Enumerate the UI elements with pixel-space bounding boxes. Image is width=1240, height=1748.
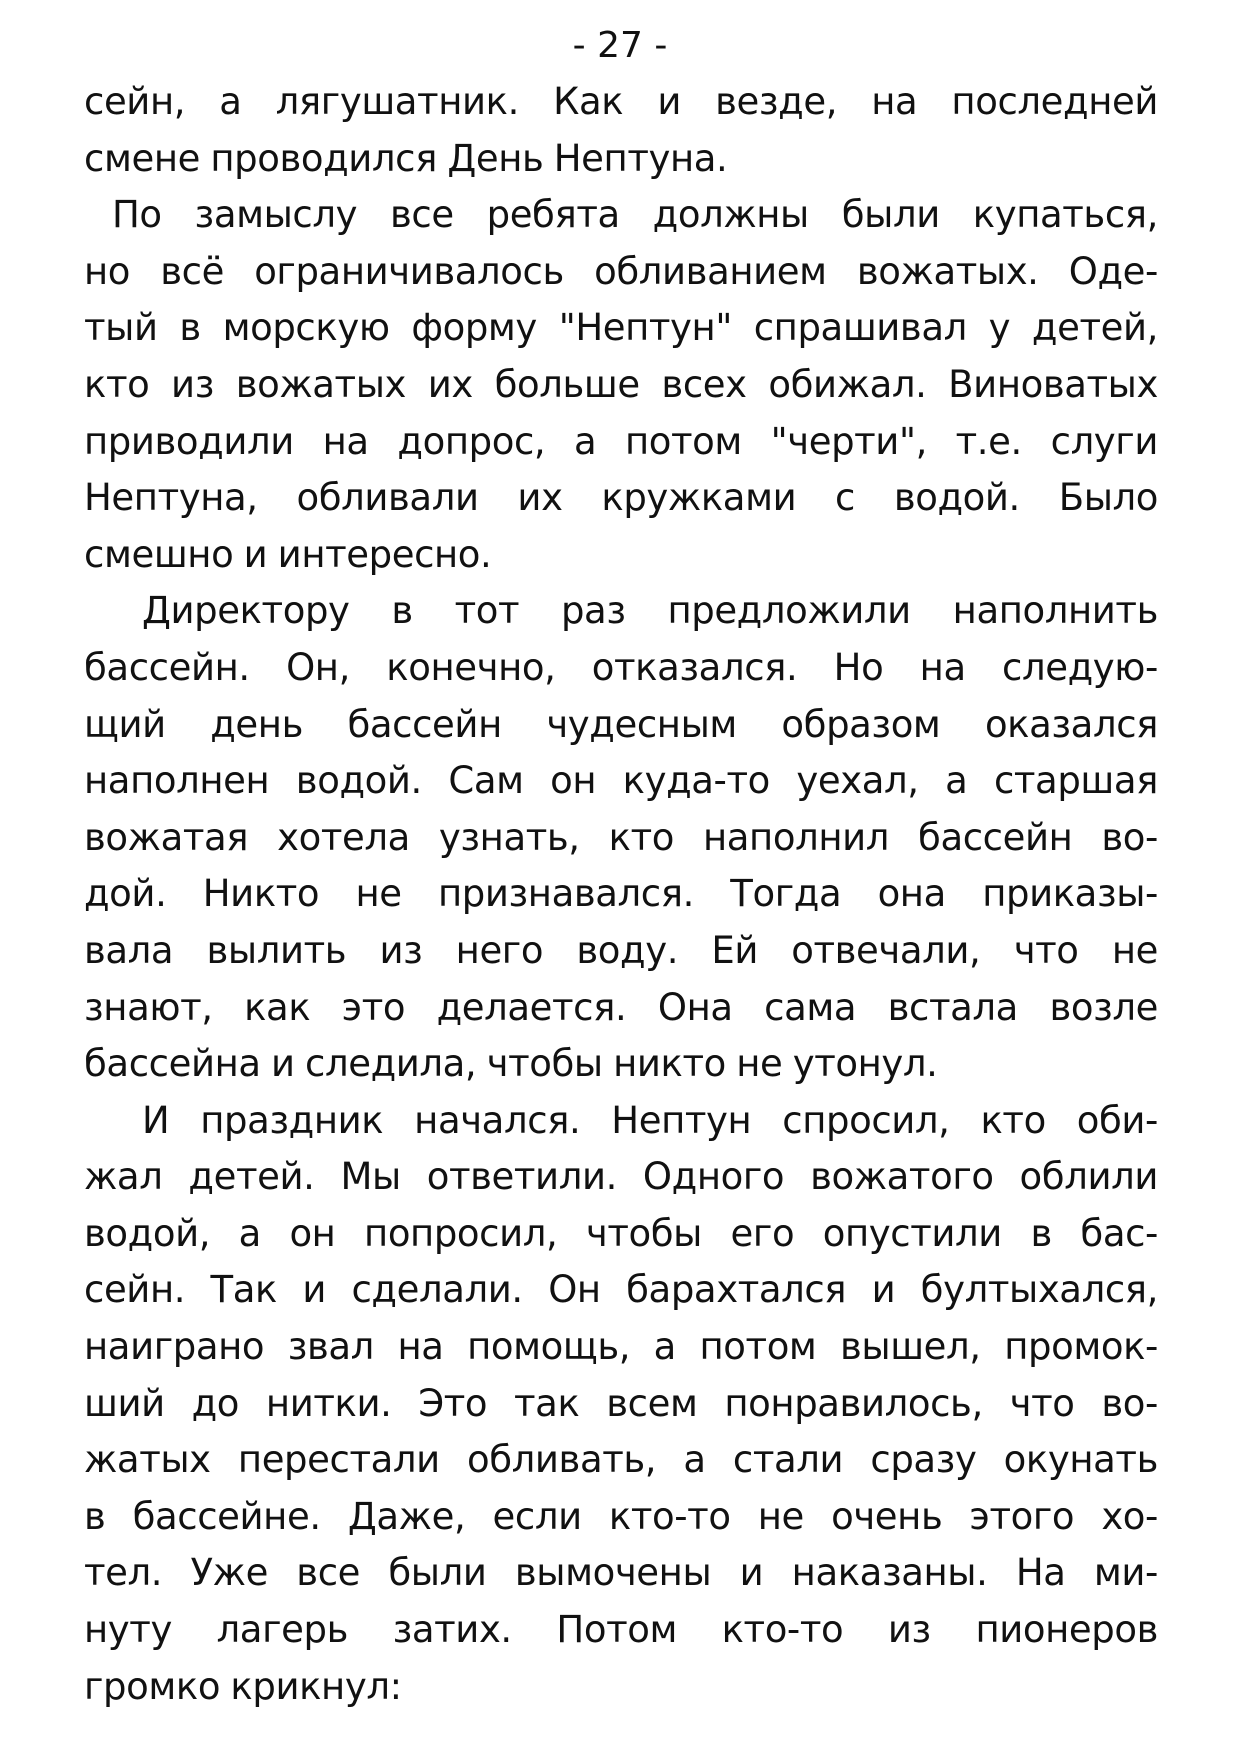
text-line: наполнен водой. Сам он куда-то уехал, а старшая xyxy=(84,759,1158,803)
text-line: жатых перестали обливать, а стали сразу окунать xyxy=(84,1438,1158,1482)
text-line: вожатая хотела узнать, кто наполнил бассейн во- xyxy=(84,815,1158,859)
text-line: тый в морскую форму "Нептун" спрашивал у детей, xyxy=(84,306,1158,350)
text-line: бассейн. Он, конечно, отказался. Но на следую- xyxy=(84,645,1158,689)
text-line: Директору в тот раз предложили наполнить xyxy=(142,589,1158,633)
text-line: знают, как это делается. Она сама встала возле xyxy=(84,985,1158,1029)
text-line: смене проводился День Нептуна. xyxy=(84,136,728,180)
text-line: дой. Никто не признавался. Тогда она приказы- xyxy=(84,872,1158,916)
text-line: бассейна и следила, чтобы никто не утонул. xyxy=(84,1042,938,1086)
body-text xyxy=(84,74,1158,1715)
text-line: И праздник начался. Нептун спросил, кто оби- xyxy=(142,1098,1158,1142)
text-line: вала вылить из него воду. Ей отвечали, что не xyxy=(84,928,1158,972)
text-line: ший до нитки. Это так всем понравилось, что во- xyxy=(84,1381,1158,1425)
text-line: наиграно звал на помощь, а потом вышел, промок- xyxy=(84,1325,1158,1369)
text-line: в бассейне. Даже, если кто-то не очень этого хо- xyxy=(84,1494,1158,1538)
text-line: кто из вожатых их больше всех обижал. Виноватых xyxy=(84,362,1158,406)
text-line: жал детей. Мы ответили. Одного вожатого облили xyxy=(84,1155,1158,1199)
text-line: сейн. Так и сделали. Он барахтался и бултыхался, xyxy=(84,1268,1158,1312)
text-line: нуту лагерь затих. Потом кто-то из пионеров xyxy=(84,1608,1158,1652)
text-line: приводили на допрос, а потом "черти", т.е. слуги xyxy=(84,419,1158,463)
text-line: тел. Уже все были вымочены и наказаны. На ми- xyxy=(84,1551,1158,1595)
text-line: По замыслу все ребята должны были купаться, xyxy=(112,193,1158,237)
text-line: водой, а он попросил, чтобы его опустили в бас- xyxy=(84,1211,1158,1255)
text-line: громко крикнул: xyxy=(84,1664,402,1708)
page-number: - 27 - xyxy=(572,25,668,66)
text-line: смешно и интересно. xyxy=(84,532,492,576)
text-line: Нептуна, обливали их кружками с водой. Было xyxy=(84,476,1158,520)
text-line: но всё ограничивалось обливанием вожатых. Оде- xyxy=(84,249,1158,293)
text-line: сейн, а лягушатник. Как и везде, на последней xyxy=(84,80,1158,123)
text-line: щий день бассейн чудесным образом оказался xyxy=(84,702,1158,746)
